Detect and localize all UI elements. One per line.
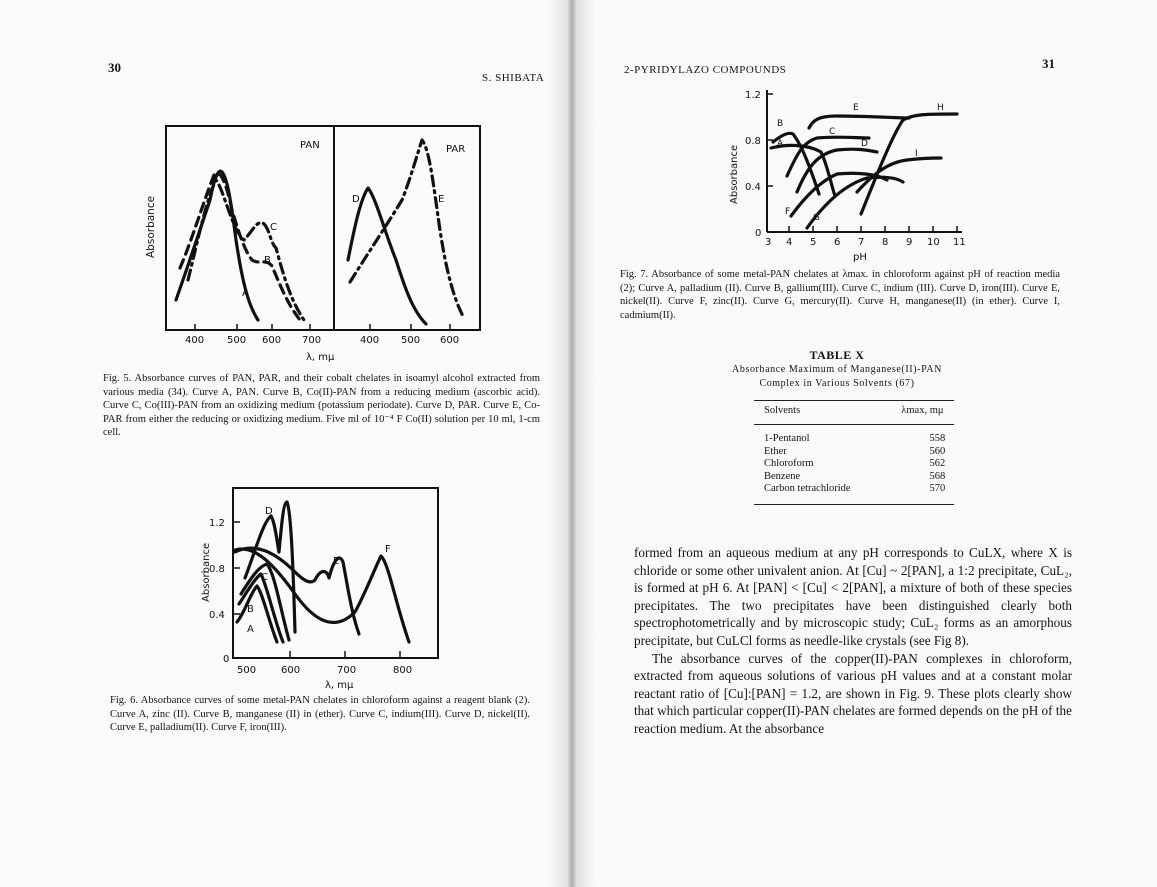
cell-solvent: 1-Pentanol xyxy=(764,433,810,444)
fig5-curve-d xyxy=(348,188,426,324)
fig7-xtick: 9 xyxy=(906,237,913,248)
figure-7-plot xyxy=(727,84,977,264)
table-title: TABLE X xyxy=(809,348,865,362)
fig5-label-b: B xyxy=(264,255,271,266)
figure-5 xyxy=(140,120,490,365)
fig6-label-f: F xyxy=(385,544,391,555)
fig7-xtick: 11 xyxy=(953,237,966,248)
fig7-label-b: B xyxy=(777,119,784,129)
fig5-caption: Fig. 5. Absorbance curves of PAN, PAR, and their cobalt chelates in isoamyl alcohol extracted from various media (34). Curve A, PAN. Curve B, Co(II)-PAN from a reducing medium (ascorbic acid). Curve C, Co(III)-PAN from an oxidizing medium (potassium periodate). Curve D, PAR. Curve E, Co-PAR from either the reducing or oxidizing medium. Five ml of 10⁻⁴ F Co(II) solution per 10 ml, 1-cm cell. xyxy=(103,373,540,438)
running-head: S. SHIBATA xyxy=(482,72,545,84)
table-heading xyxy=(632,348,1042,391)
figure-6 xyxy=(195,482,450,692)
page-number: 30 xyxy=(108,60,121,75)
fig7-label-i: I xyxy=(915,149,918,159)
fig6-y-label: Absorbance xyxy=(201,542,212,602)
fig6-label-c: C xyxy=(261,572,268,583)
fig7-ytick: 0.8 xyxy=(745,136,761,147)
fig7-curve-e xyxy=(809,116,909,128)
table-row xyxy=(754,471,954,484)
fig7-xtick: 5 xyxy=(810,237,817,248)
fig7-xtick: 10 xyxy=(927,237,940,248)
cell-solvent: Chloroform xyxy=(764,458,814,469)
table-header-row xyxy=(754,401,954,425)
table-subtitle-1: Absorbance Maximum of Manganese(II)-PAN xyxy=(732,364,942,375)
fig7-xtick: 3 xyxy=(765,237,772,248)
fig5-label-a: A xyxy=(242,288,249,299)
fig7-label-c: C xyxy=(829,127,836,137)
col-lambda: λmax, mμ xyxy=(901,405,944,416)
cell-value: 568 xyxy=(929,470,946,482)
fig6-ytick: 0 xyxy=(223,654,230,665)
fig7-label-f: F xyxy=(785,207,791,217)
fig5-xtick: 600 xyxy=(262,335,282,346)
fig6-caption: Fig. 6. Absorbance curves of some metal-PAN chelates in chloroform against a reagent blank (2). Curve A, zinc (II). Curve B, manganese (II) in (ether). Curve C, indium(III). Curve D, nickel(II). Curve E, palladium(II). Curve F, iron(III). xyxy=(110,695,530,733)
book-gutter xyxy=(548,0,596,887)
fig7-ytick: 0.4 xyxy=(745,182,761,193)
fig5-xtick: 400 xyxy=(360,335,380,346)
paragraph-1: formed from an aqueous medium at any pH corresponds to CuLX, where X is chloride or some other univalent anion. At [Cu] ~ 2[PAN], a 1:2 precipitate, CuL₂, is formed at pH 6. At [PAN] < [Cu] < 2[PAN], a mixture of both of these species precipitates. The two precipitates have been distinguished clearly both spectrophotometrically and by microscopic study; CuL₂ forms as an amorphous precipitate, but CuLCl forms as needle-like crystals (see Fig 8). xyxy=(634,545,1072,648)
right-page xyxy=(572,0,1157,887)
fig7-y-label: Absorbance xyxy=(729,144,740,204)
body-text xyxy=(634,544,1072,738)
running-head: 2-PYRIDYLAZO COMPOUNDS xyxy=(624,64,787,76)
cell-value: 558 xyxy=(929,433,946,444)
fig7-curve-h xyxy=(861,114,957,214)
table-subtitle-2: Complex in Various Solvents (67) xyxy=(759,378,915,389)
fig6-xtick: 600 xyxy=(281,665,301,676)
fig5-panel-par: PAR xyxy=(446,144,466,155)
fig7-label-g: G xyxy=(813,213,820,223)
fig6-label-d: D xyxy=(265,506,273,517)
fig6-curve-a xyxy=(237,586,277,642)
table-row xyxy=(754,458,954,471)
fig6-label-a: A xyxy=(247,624,254,635)
fig5-xtick: 500 xyxy=(227,335,247,346)
fig6-xtick: 500 xyxy=(237,665,257,676)
fig6-ytick: 0.4 xyxy=(209,610,225,621)
cell-solvent: Benzene xyxy=(764,470,801,482)
fig6-xtick: 800 xyxy=(393,665,413,676)
fig6-label-b: B xyxy=(247,604,254,615)
table xyxy=(754,401,954,496)
fig7-ytick: 1.2 xyxy=(745,90,761,101)
fig6-label-e: E xyxy=(333,556,340,567)
fig5-label-d: D xyxy=(352,194,360,205)
fig7-label-e: E xyxy=(853,103,859,113)
cell-value: 562 xyxy=(929,458,946,469)
fig5-label-e: E xyxy=(438,194,445,205)
fig7-xtick: 8 xyxy=(882,237,889,248)
figure-7 xyxy=(727,84,977,264)
fig5-xtick: 500 xyxy=(401,335,421,346)
fig7-xtick: 7 xyxy=(858,237,865,248)
fig5-xtick: 600 xyxy=(440,335,460,346)
cell-solvent: Carbon tetrachloride xyxy=(764,483,851,494)
fig6-x-label: λ, mμ xyxy=(325,680,354,691)
fig5-y-label: Absorbance xyxy=(145,195,157,258)
fig5-panel-pan: PAN xyxy=(300,140,320,151)
fig5-x-label: λ, mμ xyxy=(306,352,335,363)
table-row xyxy=(754,483,954,496)
table-row xyxy=(754,446,954,459)
table-row xyxy=(754,425,954,446)
col-solvents: Solvents xyxy=(764,405,801,416)
cell-value: 570 xyxy=(929,483,946,494)
figure-6-plot xyxy=(195,482,450,692)
page-number: 31 xyxy=(1042,56,1055,71)
fig7-ytick: 0 xyxy=(755,228,762,239)
fig7-xtick: 6 xyxy=(834,237,841,248)
fig5-curve-b xyxy=(180,173,300,320)
fig6-ytick: 1.2 xyxy=(209,518,225,529)
cell-solvent: Ether xyxy=(764,445,787,457)
cell-value: 560 xyxy=(929,445,946,457)
fig5-label-c: C xyxy=(270,222,277,233)
fig5-xtick: 400 xyxy=(185,335,205,346)
fig7-label-d: D xyxy=(861,139,868,149)
table-x xyxy=(754,400,954,505)
figure-5-plot xyxy=(140,120,490,365)
fig7-caption: Fig. 7. Absorbance of some metal-PAN chelates at λmax. in chloroform against pH of reaction media (2); Curve A, palladium (II). Curve B, gallium(III). Curve C, indium (III). Curve D, iron(III). Curve E, nickel(II). Curve F, zinc(II). Curve G, mercury(II). Curve H, manganese(II) (in ether). Curve I, cadmium(II). xyxy=(620,269,1060,321)
paragraph-2: The absorbance curves of the copper(II)-PAN complexes in chloroform, extracted from aqueous solutions of various pH values and at a constant molar reactant ratio of [Cu]:[PAN] = 1.2, are shown in Fig. 9. These plots clearly show that which particular copper(II)-PAN chelates are formed depends on the pH of the reaction medium. At the absorbance xyxy=(634,650,1072,736)
fig7-xtick: 4 xyxy=(786,237,793,248)
fig5-xtick: 700 xyxy=(302,335,322,346)
fig6-xtick: 700 xyxy=(337,665,357,676)
fig7-label-a: A xyxy=(777,139,784,149)
fig6-ytick: 0.8 xyxy=(209,564,225,575)
fig7-label-h: H xyxy=(937,103,944,113)
left-page xyxy=(0,0,572,887)
fig7-x-label: pH xyxy=(853,252,867,263)
